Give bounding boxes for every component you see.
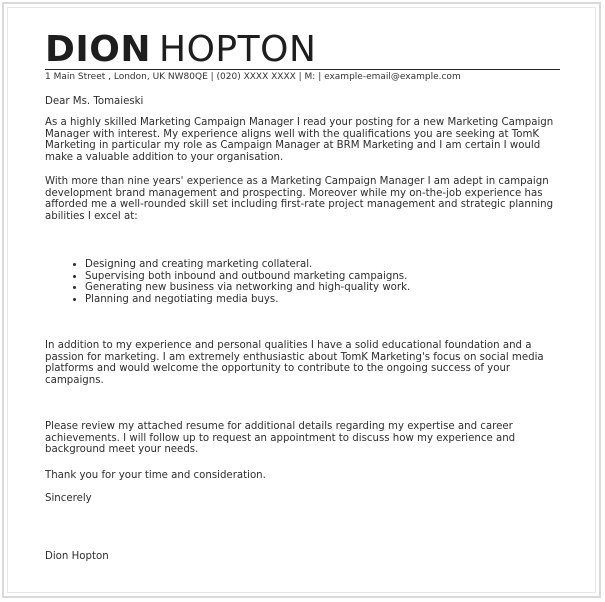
salutation: Dear Ms. Tomaieski: [45, 96, 144, 107]
first-name: DION: [45, 29, 152, 70]
paragraph-follow-up: Please review my attached resume for additional details regarding my expertise and career achievements. I will follow up to request an appointment to discuss how my experience and background meet your needs.: [45, 421, 516, 456]
applicant-name: [45, 28, 316, 72]
paragraph-intro: As a highly skilled Marketing Campaign Manager I read your posting for a new Marketing Campaign Manager with interest. My experience aligns well with the qualifications you are seeking at TomK Marketing in particular my role as Campaign Manager at BRM Marketing and I am certain I would make a valuable addition to your organisation.: [45, 117, 554, 163]
skills-list: [70, 259, 565, 305]
last-name: HOPTON: [159, 29, 317, 70]
list-item: • Designing and creating marketing collateral.: [85, 259, 565, 271]
paragraph-experience: With more than nine years' experience as a Marketing Campaign Manager I am adept in campaign development brand management and prospecting. Moreover while my on-the-job experience has afforded me a well-rounded skill set including first-rate project management and strategic planning abilities I excel at:: [45, 176, 554, 222]
thank-you-line: Thank you for your time and consideration.: [45, 470, 266, 481]
list-item: • Supervising both inbound and outbound marketing campaigns.: [85, 271, 565, 283]
signature: Dion Hopton: [45, 551, 109, 562]
paragraph-education: In addition to my experience and personal qualities I have a solid educational foundation and a passion for marketing. I am extremely enthusiastic about TomK Marketing's focus on social media platforms and would welcome the opportunity to contribute to the ongoing success of your campaigns.: [45, 340, 544, 386]
closing: Sincerely: [45, 493, 92, 504]
contact-line: 1 Main Street , London, UK NW80QE | (020) XXXX XXXX | M: | example-email@example.com: [45, 72, 461, 82]
header-divider: [45, 69, 560, 70]
list-item: • Planning and negotiating media buys.: [85, 294, 565, 306]
list-item: • Generating new business via networking and high-quality work.: [85, 282, 565, 294]
